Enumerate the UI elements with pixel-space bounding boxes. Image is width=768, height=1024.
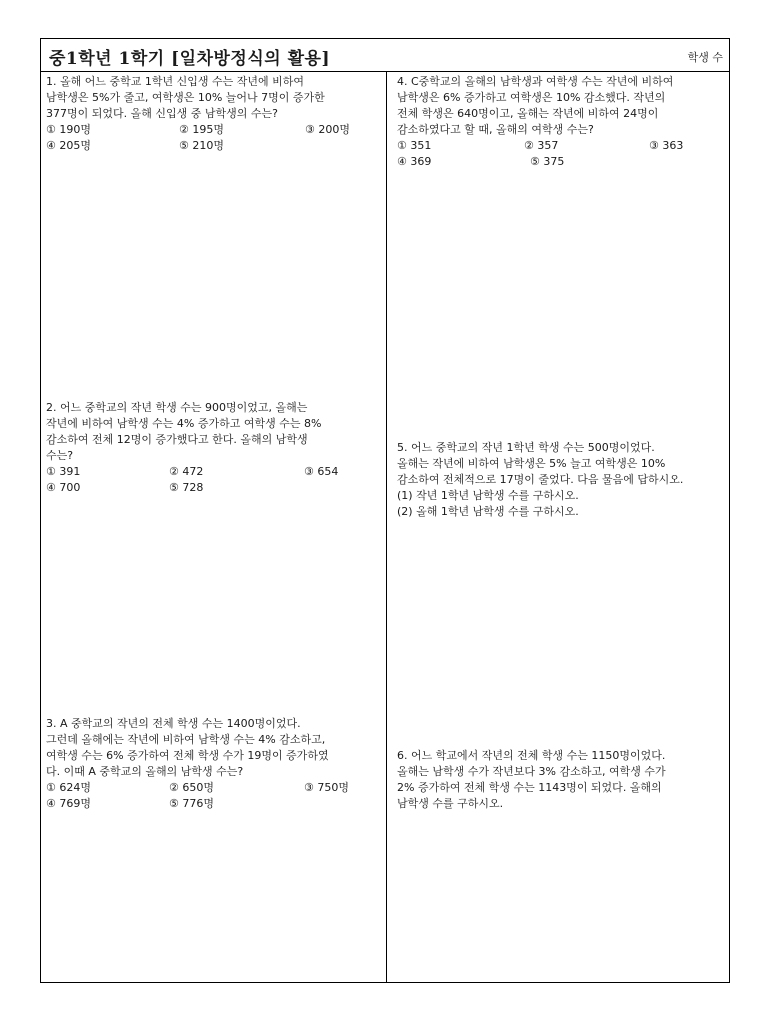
problem-line: 수는? — [46, 449, 74, 462]
problem-line: 다. 이때 A 중학교의 올해의 남학생 수는? — [46, 765, 244, 778]
student-count-label: 학생 수 — [687, 51, 723, 64]
choice-list — [397, 138, 725, 170]
choice-3: ③ 750명 — [304, 781, 349, 794]
problem-line: 작년에 비하여 남학생 수는 4% 증가하고 여학생 수는 8% — [46, 417, 322, 430]
problem-line: 4. C중학교의 올해의 남학생과 여학생 수는 작년에 비하여 — [397, 75, 674, 88]
problem-line: 올해는 남학생 수가 작년보다 3% 감소하고, 여학생 수가 — [397, 765, 666, 778]
problem-line: 1. 올해 어느 중학교 1학년 신입생 수는 작년에 비하여 — [46, 75, 304, 88]
problem-line: 그런데 올해에는 작년에 비하여 남학생 수는 4% 감소하고, — [46, 733, 326, 746]
choice-5: ⑤ 776명 — [169, 797, 214, 810]
problem-6 — [397, 748, 725, 812]
worksheet-header — [41, 39, 729, 72]
problem-line: 여학생 수는 6% 증가하여 전체 학생 수가 19명이 증가하였 — [46, 749, 329, 762]
problem-line: 2% 증가하여 전체 학생 수는 1143명이 되었다. 올해의 — [397, 781, 662, 794]
choice-2: ② 472 — [169, 465, 204, 478]
choice-4: ④ 769명 — [46, 797, 91, 810]
choice-3: ③ 654 — [304, 465, 339, 478]
choice-3: ③ 363 — [649, 139, 684, 152]
sub-question-1: (1) 작년 1학년 남학생 수를 구하시오. — [397, 489, 579, 502]
choice-1: ① 351 — [397, 139, 432, 152]
choice-list — [46, 780, 384, 812]
problem-5 — [397, 440, 725, 520]
problem-line: 3. A 중학교의 작년의 전체 학생 수는 1400명이었다. — [46, 717, 301, 730]
choice-5: ⑤ 728 — [169, 481, 204, 494]
sub-question-2: (2) 올해 1학년 남학생 수를 구하시오. — [397, 505, 579, 518]
choice-1: ① 624명 — [46, 781, 91, 794]
problem-line: 감소하여 전체적으로 17명이 줄었다. 다음 물음에 답하시오. — [397, 473, 684, 486]
choice-2: ② 195명 — [179, 123, 224, 136]
choice-3: ③ 200명 — [305, 123, 350, 136]
problem-line: 감소하여 전체 12명이 증가했다고 한다. 올해의 남학생 — [46, 433, 308, 446]
worksheet — [40, 38, 730, 983]
choice-list — [46, 122, 384, 154]
problem-2 — [46, 400, 384, 496]
choice-4: ④ 205명 — [46, 139, 91, 152]
choice-4: ④ 369 — [397, 155, 432, 168]
problem-line: 남학생은 5%가 줄고, 여학생은 10% 늘어나 7명이 증가한 — [46, 91, 325, 104]
choice-5: ⑤ 210명 — [179, 139, 224, 152]
problem-3 — [46, 716, 384, 812]
choice-4: ④ 700 — [46, 481, 81, 494]
choice-2: ② 357 — [524, 139, 559, 152]
problem-line: 5. 어느 중학교의 작년 1학년 학생 수는 500명이었다. — [397, 441, 655, 454]
choice-2: ② 650명 — [169, 781, 214, 794]
problem-line: 남학생 수를 구하시오. — [397, 797, 504, 810]
problem-line: 올해는 작년에 비하여 남학생은 5% 늘고 여학생은 10% — [397, 457, 666, 470]
problem-line: 377명이 되었다. 올해 신입생 중 남학생의 수는? — [46, 107, 278, 120]
column-divider — [386, 72, 387, 982]
problem-line: 2. 어느 중학교의 작년 학생 수는 900명이었고, 올해는 — [46, 401, 308, 414]
problem-1 — [46, 74, 384, 154]
page-title: 중1학년 1학기 [일차방정식의 활용] — [49, 49, 330, 69]
choice-1: ① 391 — [46, 465, 81, 478]
choice-list — [46, 464, 384, 496]
problem-line: 전체 학생은 640명이고, 올해는 작년에 비하여 24명이 — [397, 107, 659, 120]
problem-line: 감소하였다고 할 때, 올해의 여학생 수는? — [397, 123, 594, 136]
choice-5: ⑤ 375 — [530, 155, 565, 168]
problem-line: 남학생은 6% 증가하고 여학생은 10% 감소했다. 작년의 — [397, 91, 666, 104]
problem-line: 6. 어느 학교에서 작년의 전체 학생 수는 1150명이었다. — [397, 749, 666, 762]
problem-4 — [397, 74, 725, 170]
choice-1: ① 190명 — [46, 123, 91, 136]
